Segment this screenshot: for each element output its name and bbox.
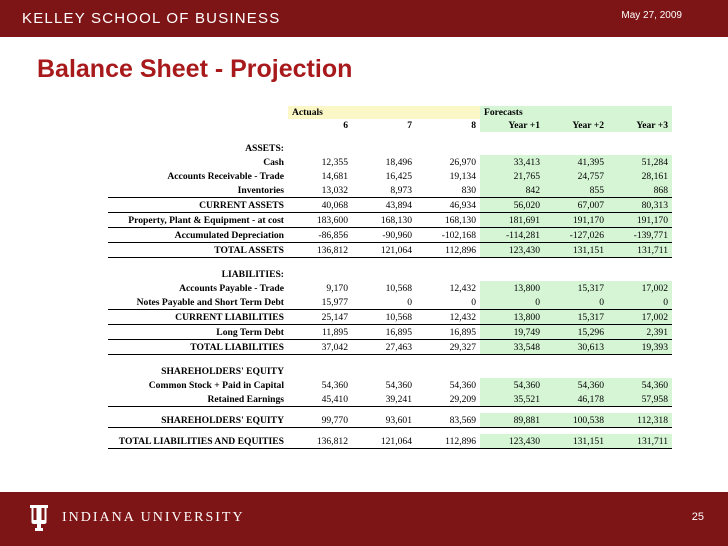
table-row xyxy=(108,198,672,213)
table-row xyxy=(108,155,672,169)
cell: 19,134 xyxy=(449,170,476,182)
row-label: TOTAL ASSETS xyxy=(108,243,288,258)
cell: 29,209 xyxy=(416,392,480,407)
cell: 17,002 xyxy=(608,281,672,295)
table-row xyxy=(108,169,672,183)
trident-logo-icon xyxy=(27,503,51,533)
table-row xyxy=(108,413,672,428)
table-row xyxy=(108,434,672,449)
row-label: Accounts Payable - Trade xyxy=(179,282,284,294)
cell: 30,613 xyxy=(544,340,608,355)
actuals-header: Actuals xyxy=(288,106,480,119)
cell: 35,521 xyxy=(480,392,544,407)
column-header: Year +1 xyxy=(480,119,544,132)
cell: 131,151 xyxy=(544,434,608,449)
cell: 8,973 xyxy=(352,183,416,198)
cell: 12,432 xyxy=(416,310,480,325)
column-header: 8 xyxy=(471,120,476,131)
cell: -90,960 xyxy=(352,228,416,243)
cell: 15,296 xyxy=(544,325,608,340)
cell: 46,178 xyxy=(544,392,608,407)
cell: 830 xyxy=(416,183,480,198)
cell: 0 xyxy=(416,295,480,310)
cell: 45,410 xyxy=(288,392,352,407)
cell: 25,147 xyxy=(288,310,352,325)
table-row xyxy=(108,281,672,295)
cell: 100,538 xyxy=(544,413,608,428)
cell: 54,360 xyxy=(480,378,544,392)
section-header-row xyxy=(108,141,672,155)
row-label: Inventories xyxy=(108,183,288,198)
section-header-row xyxy=(108,267,672,281)
cell: 26,970 xyxy=(449,156,476,168)
table-row xyxy=(108,325,672,340)
cell: 80,313 xyxy=(608,198,672,213)
row-label: CURRENT LIABILITIES xyxy=(108,310,288,325)
cell: 18,496 xyxy=(385,156,412,168)
cell: -86,856 xyxy=(288,228,352,243)
cell: 89,881 xyxy=(480,413,544,428)
row-label: TOTAL LIABILITIES AND EQUITIES xyxy=(108,434,288,449)
cell: 0 xyxy=(352,295,416,310)
table-row xyxy=(108,183,672,198)
column-header: Year +2 xyxy=(544,119,608,132)
cell: 13,032 xyxy=(288,183,352,198)
cell: 112,318 xyxy=(608,413,672,428)
cell: 168,130 xyxy=(416,213,480,228)
table-row xyxy=(108,295,672,310)
column-header: 7 xyxy=(407,120,412,131)
row-label: Accounts Receivable - Trade xyxy=(167,170,284,182)
cell: 131,151 xyxy=(544,243,608,258)
row-label: ASSETS: xyxy=(245,142,284,154)
cell: 54,360 xyxy=(608,378,672,392)
row-label: Accumulated Depreciation xyxy=(108,228,288,243)
row-label: SHAREHOLDERS' EQUITY xyxy=(108,413,288,428)
cell: 27,463 xyxy=(352,340,416,355)
table-row xyxy=(108,340,672,355)
cell: 21,765 xyxy=(480,169,544,183)
row-label: SHAREHOLDERS' EQUITY xyxy=(161,365,284,377)
cell: 121,064 xyxy=(352,434,416,449)
cell: 28,161 xyxy=(608,169,672,183)
row-label: CURRENT ASSETS xyxy=(108,198,288,213)
row-label: Retained Earnings xyxy=(108,392,288,407)
cell: 123,430 xyxy=(480,434,544,449)
cell: 24,757 xyxy=(544,169,608,183)
column-header: 6 xyxy=(343,120,348,131)
cell: 54,360 xyxy=(321,379,348,391)
cell: 9,170 xyxy=(326,282,348,294)
cell: 40,068 xyxy=(288,198,352,213)
cell: 855 xyxy=(544,183,608,198)
cell: 121,064 xyxy=(352,243,416,258)
cell: 12,355 xyxy=(321,156,348,168)
cell: 112,896 xyxy=(416,434,480,449)
cell: 56,020 xyxy=(480,198,544,213)
table-row xyxy=(108,228,672,243)
cell: 0 xyxy=(608,295,672,310)
slide-date: May 27, 2009 xyxy=(621,10,682,21)
header-bar xyxy=(0,0,728,37)
cell: 15,317 xyxy=(544,310,608,325)
cell: 14,681 xyxy=(321,170,348,182)
cell: 54,360 xyxy=(449,379,476,391)
cell: 0 xyxy=(544,295,608,310)
cell: 46,934 xyxy=(416,198,480,213)
cell: -139,771 xyxy=(608,228,672,243)
cell: 168,130 xyxy=(352,213,416,228)
cell: 33,548 xyxy=(480,340,544,355)
row-label: TOTAL LIABILITIES xyxy=(108,340,288,355)
cell: 99,770 xyxy=(288,413,352,428)
cell: 16,895 xyxy=(416,325,480,340)
cell: -102,168 xyxy=(416,228,480,243)
column-header-row xyxy=(108,119,672,132)
cell: 93,601 xyxy=(352,413,416,428)
cell: 12,432 xyxy=(449,282,476,294)
table-row xyxy=(108,243,672,258)
cell: 112,896 xyxy=(416,243,480,258)
university-name: INDIANA UNIVERSITY xyxy=(62,510,245,525)
table-row xyxy=(108,310,672,325)
cell: 131,711 xyxy=(608,243,672,258)
cell: 54,360 xyxy=(385,379,412,391)
cell: 83,569 xyxy=(416,413,480,428)
cell: 11,895 xyxy=(288,325,352,340)
row-label: Notes Payable and Short Term Debt xyxy=(108,295,288,310)
cell: 13,800 xyxy=(480,310,544,325)
cell: 2,391 xyxy=(608,325,672,340)
row-label: Common Stock + Paid in Capital xyxy=(148,379,284,391)
table-row xyxy=(108,378,672,392)
cell: 136,812 xyxy=(288,434,352,449)
cell: 54,360 xyxy=(544,378,608,392)
cell: 136,812 xyxy=(288,243,352,258)
cell: 57,958 xyxy=(608,392,672,407)
table-row xyxy=(108,392,672,407)
cell: 29,327 xyxy=(416,340,480,355)
row-label: Property, Plant & Equipment - at cost xyxy=(108,213,288,228)
cell: 43,894 xyxy=(352,198,416,213)
cell: 16,425 xyxy=(385,170,412,182)
row-label: Long Term Debt xyxy=(108,325,288,340)
cell: 67,007 xyxy=(544,198,608,213)
cell: 0 xyxy=(480,295,544,310)
cell: 191,170 xyxy=(608,213,672,228)
forecasts-header: Forecasts xyxy=(480,106,672,119)
cell: 39,241 xyxy=(352,392,416,407)
row-label: LIABILITIES: xyxy=(221,268,284,280)
cell: 15,317 xyxy=(544,281,608,295)
cell: 17,002 xyxy=(608,310,672,325)
cell: 19,393 xyxy=(608,340,672,355)
cell: 51,284 xyxy=(608,155,672,169)
cell: 33,413 xyxy=(480,155,544,169)
cell: 183,600 xyxy=(288,213,352,228)
slide-title: Balance Sheet - Projection xyxy=(37,55,353,83)
column-header: Year +3 xyxy=(608,119,672,132)
cell: -127,026 xyxy=(544,228,608,243)
cell: 19,749 xyxy=(480,325,544,340)
table-row xyxy=(108,213,672,228)
cell: 16,895 xyxy=(352,325,416,340)
cell: 842 xyxy=(480,183,544,198)
cell: 10,568 xyxy=(385,282,412,294)
page-number: 25 xyxy=(691,511,704,523)
school-name: KELLEY SCHOOL OF BUSINESS xyxy=(22,10,281,27)
cell: 123,430 xyxy=(480,243,544,258)
cell: 15,977 xyxy=(288,295,352,310)
cell: 181,691 xyxy=(480,213,544,228)
cell: 13,800 xyxy=(480,281,544,295)
cell: 37,042 xyxy=(288,340,352,355)
cell: 41,395 xyxy=(544,155,608,169)
cell: 10,568 xyxy=(352,310,416,325)
group-header-row xyxy=(108,106,672,119)
cell: -114,281 xyxy=(480,228,544,243)
cell: 191,170 xyxy=(544,213,608,228)
row-label: Cash xyxy=(263,156,284,168)
cell: 131,711 xyxy=(608,434,672,449)
section-header-row xyxy=(108,364,672,378)
balance-sheet-table xyxy=(108,106,672,449)
cell: 868 xyxy=(608,183,672,198)
